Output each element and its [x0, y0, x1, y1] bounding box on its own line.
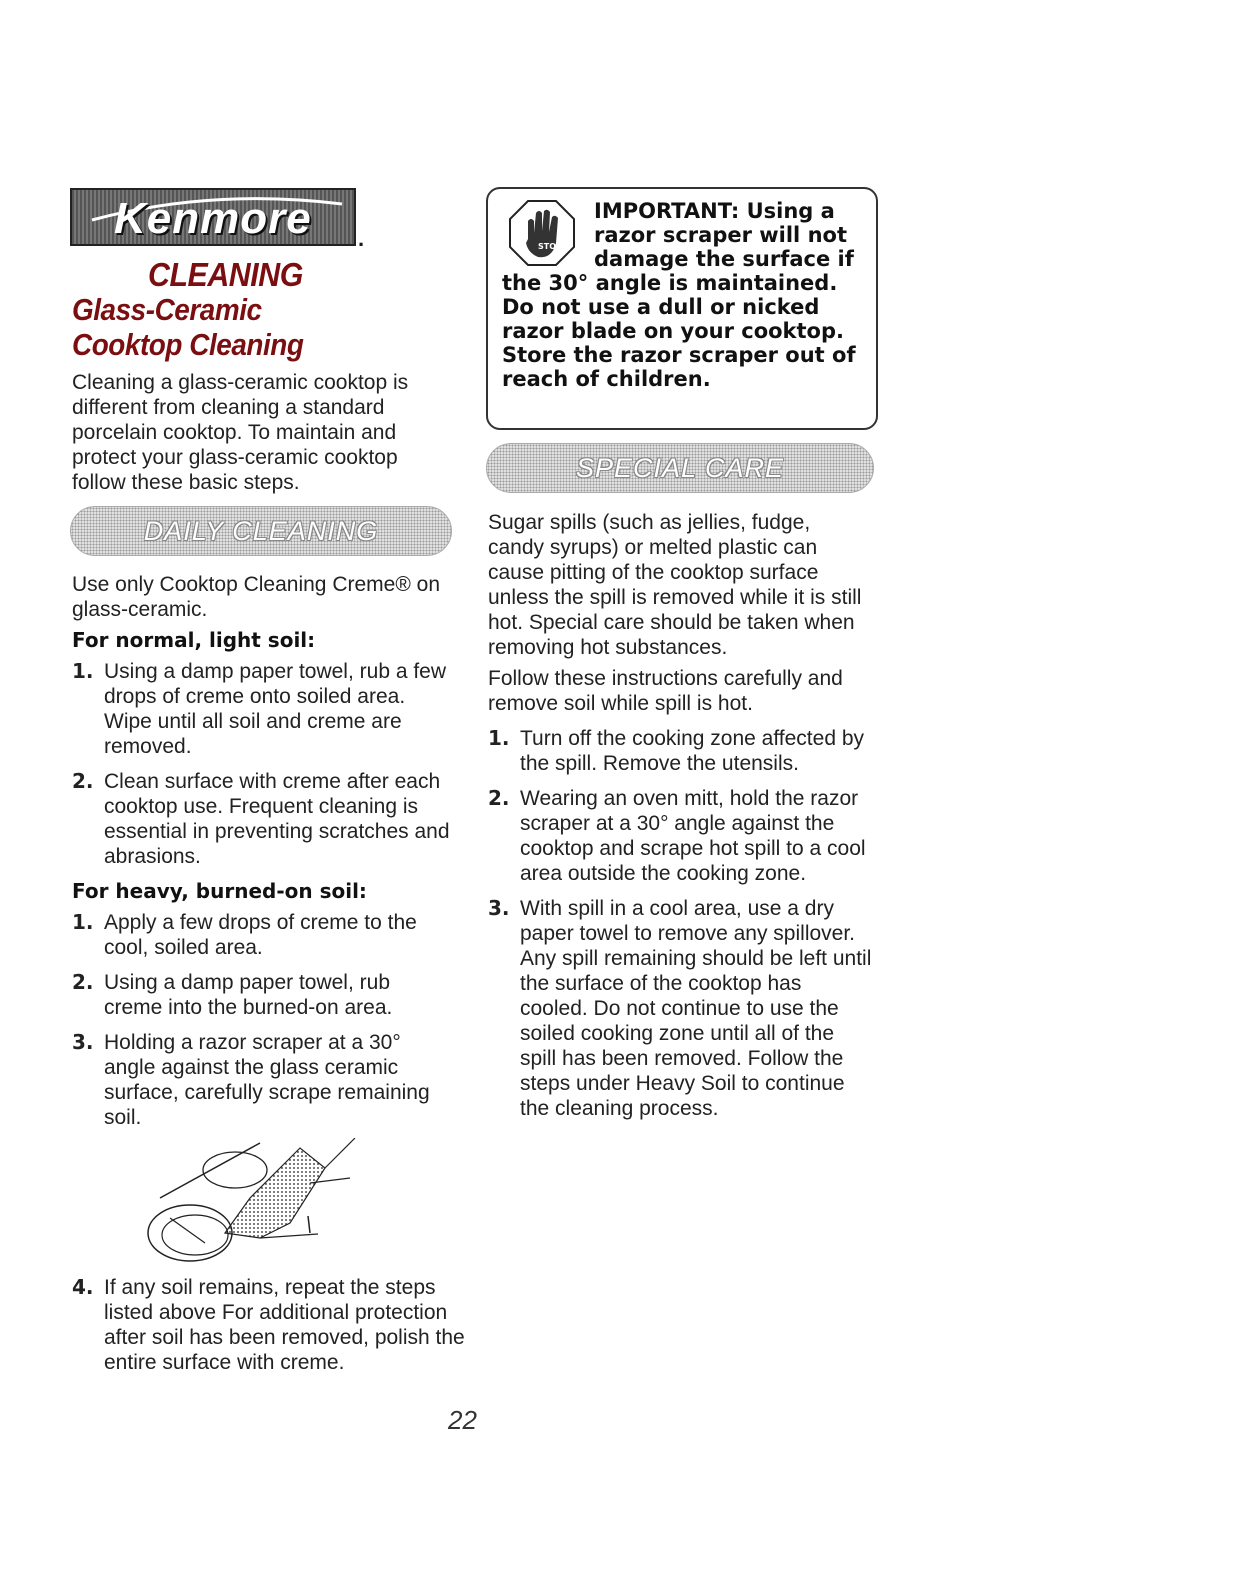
heavy-soil-heading: For heavy, burned-on soil:: [72, 879, 367, 903]
section-subtitle: Glass-Ceramic Cooktop Cleaning: [72, 292, 304, 362]
step-number: 1.: [72, 659, 94, 683]
list-item: [72, 1275, 484, 1375]
daily-cleaning-banner: [70, 506, 452, 556]
list-item: [72, 910, 452, 960]
step-number: 2.: [488, 786, 510, 810]
step-text: Turn off the cooking zone affected by the spill. Remove the utensils.: [520, 727, 865, 775]
list-item: [72, 1030, 452, 1130]
step-number: 3.: [488, 896, 510, 920]
step-number: 2.: [72, 970, 94, 994]
razor-scraper-illustration: [140, 1138, 360, 1268]
section-title: CLEANING: [148, 256, 303, 293]
important-title: IMPORTANT: Using: [594, 199, 814, 223]
important-warning-box: [486, 187, 878, 430]
daily-cleaning-banner-label: DAILY CLEANING: [143, 515, 379, 546]
page-number: 22: [448, 1405, 477, 1435]
list-item: [72, 659, 452, 759]
stop-label: STOP: [538, 242, 562, 251]
step-text: Clean surface with creme after each cooktop use. Frequent cleaning is essential in preventing scratches and abrasions.: [104, 770, 450, 868]
step-text: Using a damp paper towel, rub creme into the burned-on area.: [104, 971, 393, 1019]
special-care-banner-label: SPECIAL CARE: [575, 452, 785, 483]
list-item: [488, 896, 872, 1121]
step-number: 3.: [72, 1030, 94, 1054]
step-number: 2.: [72, 769, 94, 793]
list-item: [72, 970, 452, 1020]
logo-dot: .: [358, 226, 365, 251]
step-text: Holding a razor scraper at a 30° angle against the glass ceramic surface, carefully scrape remaining soil.: [104, 1031, 430, 1129]
logo-text: Kenmore: [114, 194, 312, 243]
list-item: [72, 769, 452, 869]
step-number: 4.: [72, 1275, 94, 1299]
step-text: Apply a few drops of creme to the cool, soiled area.: [104, 911, 417, 959]
daily-intro: Use only Cooktop Cleaning Creme® on glass-ceramic.: [72, 573, 440, 621]
kenmore-logo: [70, 188, 356, 246]
step-number: 1.: [72, 910, 94, 934]
special-paragraph-2: Follow these instructions carefully and remove soil while spill is hot.: [488, 667, 843, 715]
special-care-section: [488, 510, 872, 1131]
step-text: Wearing an oven mitt, hold the razor scraper at a 30° angle against the cooktop and scrape hot spill to a cool area outside the cooking zone.: [520, 787, 866, 885]
intro-paragraph: Cleaning a glass-ceramic cooktop is different from cleaning a standard porcelain cooktop. To maintain and protect your glass-ceramic cooktop follow these basic steps.: [72, 371, 409, 494]
step-text: Using a damp paper towel, rub a few drops of creme onto soiled area. Wipe until all soil and creme are removed.: [104, 660, 447, 758]
list-item: [488, 726, 872, 776]
important-text: a razor scraper will not damage the surface if the 30° angle is maintained. Do not use a dull or nicked razor blade on your cooktop. Store the razor scraper out of reach of children.: [502, 199, 856, 391]
daily-cleaning-section: [72, 572, 452, 1140]
special-paragraph-1: Sugar spills (such as jellies, fudge, candy syrups) or melted plastic can cause pitting of the cooktop surface unless the spill is removed while it is still hot. Special care should be taken when removing hot substances.: [488, 511, 862, 659]
normal-soil-heading: For normal, light soil:: [72, 628, 316, 652]
step-text: With spill in a cool area, use a dry paper towel to remove any spillover. Any spill remaining should be left until the surface of the cooktop has cooled. Do not continue to use the soiled cooking zone until all of the spill has been removed. Follow the steps under Heavy Soil to continue the cleaning process.: [520, 897, 872, 1120]
special-care-banner: [486, 443, 874, 493]
list-item: [488, 786, 872, 886]
step-text: If any soil remains, repeat the steps listed above For additional protection after soil has been removed, polish the entire surface with creme.: [104, 1276, 465, 1374]
step-number: 1.: [488, 726, 510, 750]
stop-hand-icon: [508, 199, 576, 267]
